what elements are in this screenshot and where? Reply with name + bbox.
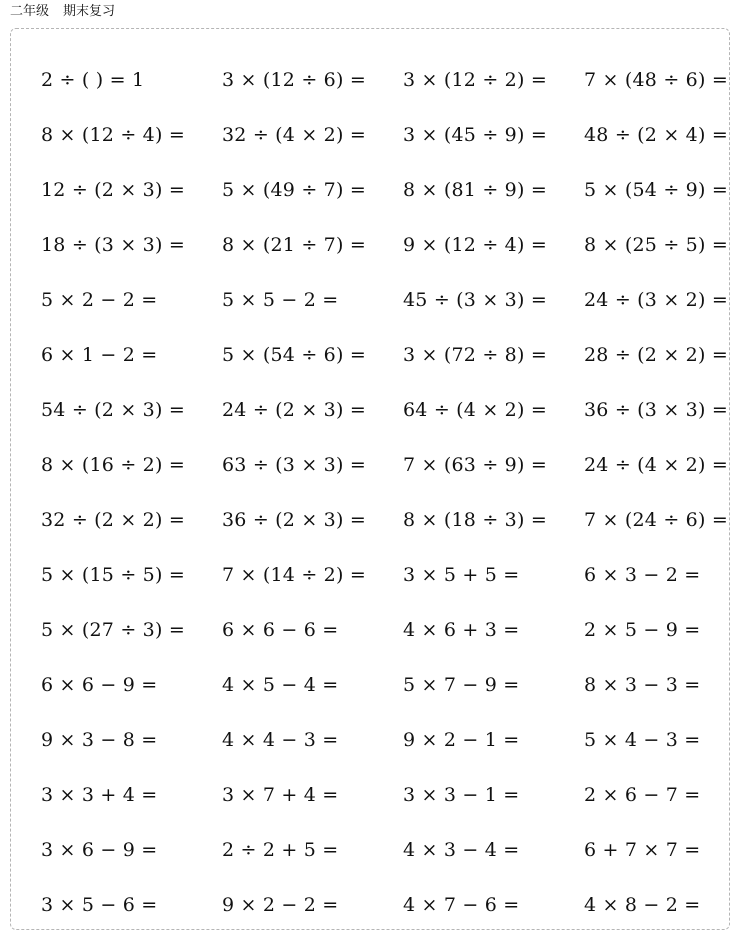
math-problem: 2 × 5 − 9 = xyxy=(584,619,701,641)
math-problem: 5 × 5 − 2 = xyxy=(222,289,339,311)
math-problem: 8 × (21 ÷ 7) = xyxy=(222,234,366,256)
math-problem: 45 ÷ (3 × 3) = xyxy=(403,289,547,311)
math-problem: 2 ÷ 2 + 5 = xyxy=(222,839,339,861)
math-problem: 7 × (24 ÷ 6) = xyxy=(584,509,728,531)
math-problem: 8 × (16 ÷ 2) = xyxy=(41,454,185,476)
math-problem: 3 × 3 − 1 = xyxy=(403,784,520,806)
math-problem: 6 + 7 × 7 = xyxy=(584,839,701,861)
math-problem: 18 ÷ (3 × 3) = xyxy=(41,234,185,256)
math-problem: 24 ÷ (4 × 2) = xyxy=(584,454,728,476)
math-problem: 64 ÷ (4 × 2) = xyxy=(403,399,547,421)
math-problem: 3 × 7 + 4 = xyxy=(222,784,339,806)
math-problem: 63 ÷ (3 × 3) = xyxy=(222,454,366,476)
math-problem: 2 × 6 − 7 = xyxy=(584,784,701,806)
math-problem: 24 ÷ (2 × 3) = xyxy=(222,399,366,421)
problem-sheet xyxy=(10,28,730,930)
math-problem: 3 × 6 − 9 = xyxy=(41,839,158,861)
math-problem: 5 × 7 − 9 = xyxy=(403,674,520,696)
math-problem: 48 ÷ (2 × 4) = xyxy=(584,124,728,146)
math-problem: 4 × 5 − 4 = xyxy=(222,674,339,696)
math-problem: 7 × (14 ÷ 2) = xyxy=(222,564,366,586)
math-problem: 3 × (45 ÷ 9) = xyxy=(403,124,547,146)
math-problem: 6 × 6 − 9 = xyxy=(41,674,158,696)
math-problem: 8 × (25 ÷ 5) = xyxy=(584,234,728,256)
math-problem: 3 × 5 − 6 = xyxy=(41,894,158,916)
math-problem: 9 × 2 − 1 = xyxy=(403,729,520,751)
math-problem: 8 × 3 − 3 = xyxy=(584,674,701,696)
math-problem: 9 × 3 − 8 = xyxy=(41,729,158,751)
math-problem: 4 × 4 − 3 = xyxy=(222,729,339,751)
worksheet-title: 期末复习 xyxy=(63,4,116,19)
math-problem: 5 × (27 ÷ 3) = xyxy=(41,619,185,641)
math-problem: 5 × (15 ÷ 5) = xyxy=(41,564,185,586)
math-problem: 3 × 5 + 5 = xyxy=(403,564,520,586)
math-problem: 6 × 3 − 2 = xyxy=(584,564,701,586)
math-problem: 9 × (12 ÷ 4) = xyxy=(403,234,547,256)
math-problem: 12 ÷ (2 × 3) = xyxy=(41,179,185,201)
math-problem: 8 × (12 ÷ 4) = xyxy=(41,124,185,146)
math-problem: 4 × 6 + 3 = xyxy=(403,619,520,641)
math-problem: 32 ÷ (2 × 2) = xyxy=(41,509,185,531)
math-problem: 54 ÷ (2 × 3) = xyxy=(41,399,185,421)
math-problem: 3 × (12 ÷ 6) = xyxy=(222,69,366,91)
math-problem: 6 × 6 − 6 = xyxy=(222,619,339,641)
math-problem: 3 × (12 ÷ 2) = xyxy=(403,69,547,91)
math-problem: 32 ÷ (4 × 2) = xyxy=(222,124,366,146)
math-problem: 5 × (49 ÷ 7) = xyxy=(222,179,366,201)
math-problem: 6 × 1 − 2 = xyxy=(41,344,158,366)
math-problem: 36 ÷ (2 × 3) = xyxy=(222,509,366,531)
math-problem: 24 ÷ (3 × 2) = xyxy=(584,289,728,311)
math-problem: 5 × (54 ÷ 6) = xyxy=(222,344,366,366)
math-problem: 5 × 2 − 2 = xyxy=(41,289,158,311)
math-problem: 7 × (48 ÷ 6) = xyxy=(584,69,728,91)
math-problem: 8 × (18 ÷ 3) = xyxy=(403,509,547,531)
math-problem: 8 × (81 ÷ 9) = xyxy=(403,179,547,201)
math-problem: 4 × 3 − 4 = xyxy=(403,839,520,861)
math-problem: 3 × (72 ÷ 8) = xyxy=(403,344,547,366)
math-problem: 4 × 7 − 6 = xyxy=(403,894,520,916)
math-problem: 4 × 8 − 2 = xyxy=(584,894,701,916)
math-problem: 36 ÷ (3 × 3) = xyxy=(584,399,728,421)
grade-label: 二年级 xyxy=(10,4,50,19)
math-problem: 28 ÷ (2 × 2) = xyxy=(584,344,728,366)
problem-grid xyxy=(41,53,742,933)
math-problem: 9 × 2 − 2 = xyxy=(222,894,339,916)
math-problem: 5 × (54 ÷ 9) = xyxy=(584,179,728,201)
worksheet-header xyxy=(10,3,115,21)
math-problem: 5 × 4 − 3 = xyxy=(584,729,701,751)
math-problem: 7 × (63 ÷ 9) = xyxy=(403,454,547,476)
math-problem: 2 ÷ ( ) = 1 xyxy=(41,69,145,91)
math-problem: 3 × 3 + 4 = xyxy=(41,784,158,806)
